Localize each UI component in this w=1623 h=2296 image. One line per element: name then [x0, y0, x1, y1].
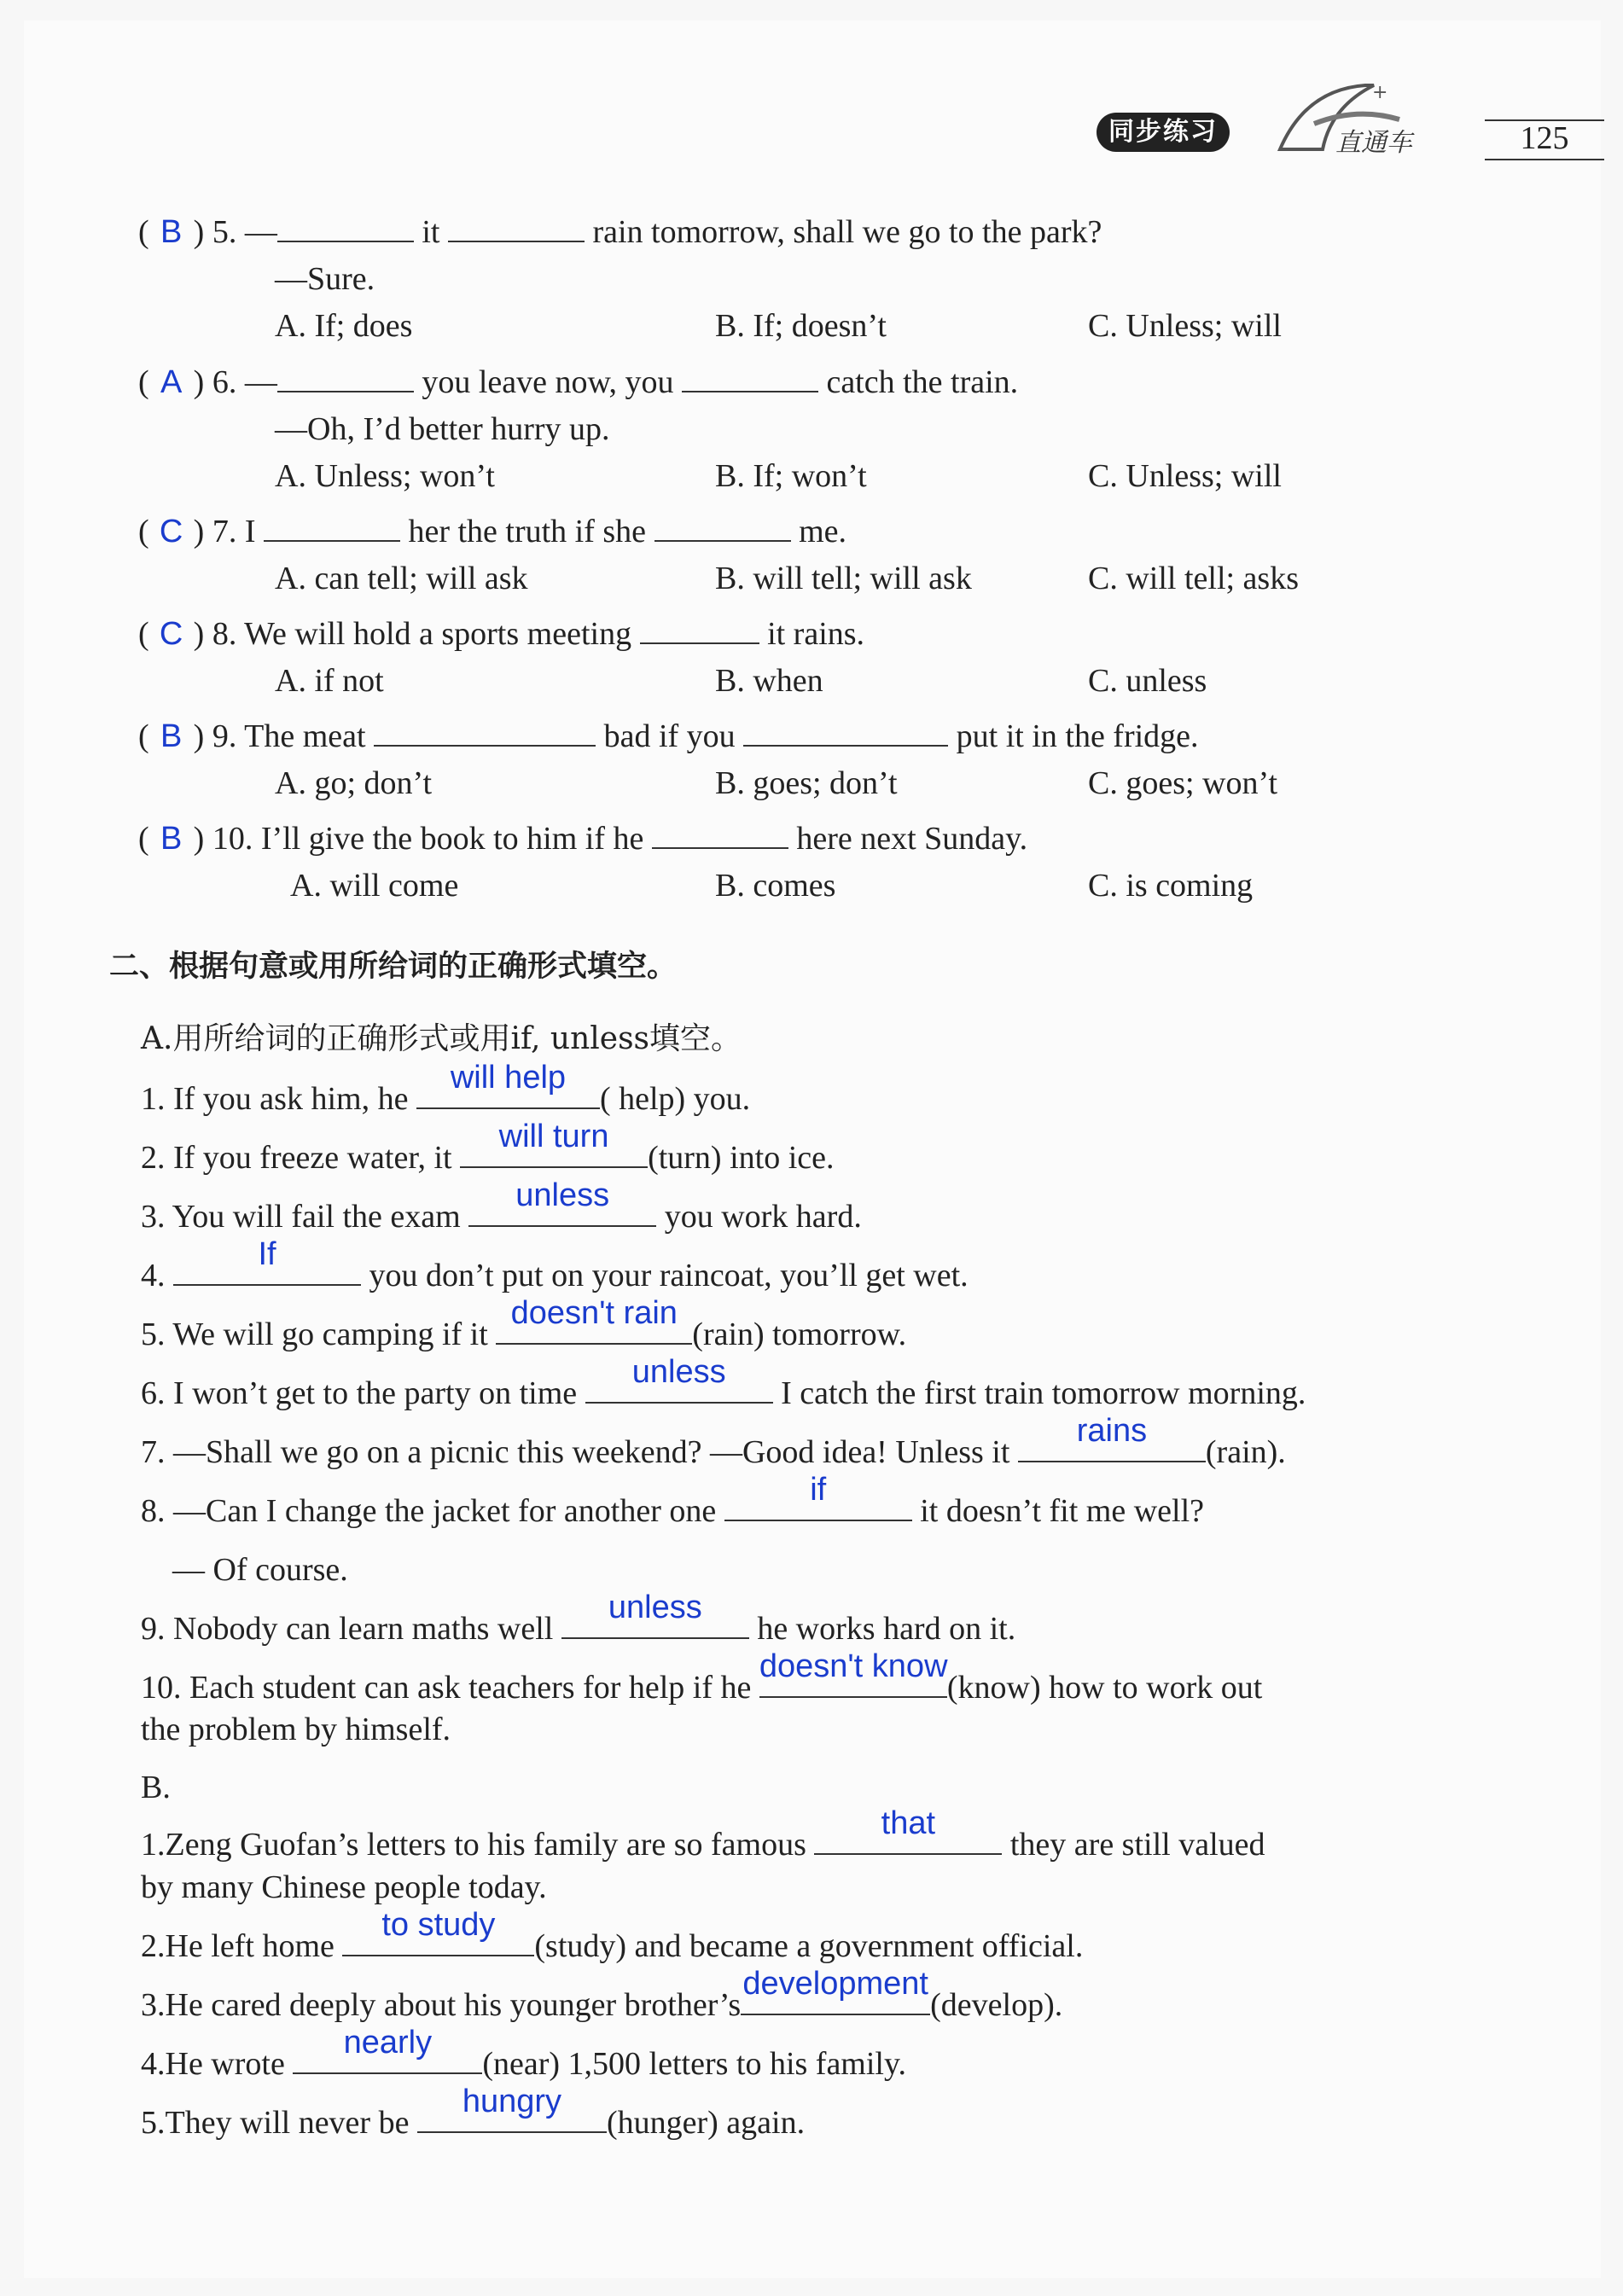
fill-answer: if	[810, 1472, 827, 1508]
option-c: C. will tell; asks	[1088, 561, 1299, 596]
logo-text: 直通车	[1335, 128, 1412, 158]
mc-question-9: ( B ) 9. The meat bad if you put it in the fridge.	[138, 715, 1199, 758]
option-a: A. go; don’t	[275, 765, 433, 801]
part-b-title: B.	[141, 1770, 171, 1805]
option-c: C. Unless; will	[1088, 308, 1282, 344]
fill-item-1: 1. If you ask him, he will help ( help) you.	[141, 1078, 750, 1120]
fill-item-7: 7. —Shall we go on a picnic this weekend? —Good idea! Unless it rains (rain).	[141, 1431, 1286, 1474]
fill-item-8-reply: — Of course.	[172, 1552, 348, 1588]
option-b: B. comes	[715, 868, 836, 904]
fill-item-5: 5. We will go camping if it doesn't rain (rain) tomorrow.	[141, 1313, 906, 1356]
option-a: A. will come	[290, 868, 459, 904]
option-b: B. If; doesn’t	[715, 308, 887, 344]
a-plus-logo	[1271, 73, 1442, 166]
mc-question-5: ( B ) 5. — it rain tomorrow, shall we go to the park?	[138, 211, 1102, 253]
mc-answer-5: B	[160, 214, 183, 250]
mc-dialog-5: —Sure.	[275, 261, 375, 297]
option-b: B. when	[715, 663, 823, 699]
option-b: B. If; won’t	[715, 458, 867, 494]
mc-answer-7: C	[159, 514, 183, 549]
mc-question-7: ( C ) 7. I her the truth if she me.	[138, 510, 846, 553]
sync-practice-badge: 同步练习	[1097, 113, 1230, 152]
b-item-3: 3.He cared deeply about his younger brother’s development (develop).	[141, 1984, 1062, 2026]
mc-question-6: ( A ) 6. — you leave now, you catch the train.	[138, 361, 1018, 404]
b-item-1-cont: by many Chinese people today.	[141, 1869, 547, 1905]
mc-question-8: ( C ) 8. We will hold a sports meeting it rains.	[138, 613, 864, 655]
option-c: C. is coming	[1088, 868, 1254, 904]
fill-item-10: 10. Each student can ask teachers for help if he doesn't know (know) how to work out	[141, 1666, 1262, 1709]
blank	[743, 716, 948, 747]
b-item-4: 4.He wrote nearly (near) 1,500 letters to his family.	[141, 2043, 906, 2085]
fill-answer: unless	[631, 1354, 726, 1390]
blank	[652, 818, 788, 849]
fill-answer: unless	[515, 1177, 610, 1213]
mc-answer-10: B	[160, 821, 183, 857]
mc-answer-8: C	[159, 616, 183, 652]
b-item-1: 1.Zeng Guofan’s letters to his family are so famous that they are still valued	[141, 1823, 1265, 1866]
fill-answer: hungry	[462, 2084, 562, 2119]
mc-question-10: ( B ) 10. I’ll give the book to him if he here next Sunday.	[138, 817, 1027, 860]
option-a: A. can tell; will ask	[275, 561, 528, 596]
fill-answer: to study	[381, 1907, 496, 1943]
option-a: A. If; does	[275, 308, 413, 344]
fill-item-3: 3. You will fail the exam unless you work hard.	[141, 1195, 862, 1238]
option-c: C. unless	[1088, 663, 1207, 699]
fill-answer: doesn't know	[759, 1648, 948, 1684]
section-2-title: 二、根据句意或用所给词的正确形式填空。	[109, 950, 678, 984]
blank	[640, 613, 759, 644]
option-c: C. Unless; will	[1088, 458, 1282, 494]
blank	[448, 212, 585, 242]
fill-item-10-cont: the problem by himself.	[141, 1712, 451, 1747]
fill-item-6: 6. I won’t get to the party on time unless I catch the first train tomorrow morning.	[141, 1372, 1306, 1415]
blank	[277, 212, 414, 242]
fill-answer: doesn't rain	[510, 1295, 678, 1331]
option-b: B. will tell; will ask	[715, 561, 972, 596]
svg-text:+: +	[1372, 82, 1388, 103]
option-c: C. goes; won’t	[1088, 765, 1278, 801]
fill-item-4: 4. If you don’t put on your raincoat, you’ll get wet.	[141, 1254, 969, 1297]
fill-item-9: 9. Nobody can learn maths well unless he works hard on it.	[141, 1607, 1015, 1650]
fill-item-2: 2. If you freeze water, it will turn (turn) into ice.	[141, 1136, 835, 1179]
mc-answer-9: B	[160, 718, 183, 754]
fill-answer: unless	[608, 1590, 702, 1625]
blank	[374, 716, 596, 747]
fill-answer: will turn	[498, 1119, 609, 1154]
fill-answer: will help	[450, 1060, 567, 1096]
fill-answer: development	[742, 1966, 928, 2002]
option-a: A. if not	[275, 663, 384, 699]
fill-item-8: 8. —Can I change the jacket for another one if it doesn’t fit me well?	[141, 1490, 1204, 1532]
fill-answer: nearly	[343, 2025, 433, 2061]
mc-dialog-6: —Oh, I’d better hurry up.	[275, 411, 610, 447]
blank	[654, 511, 791, 542]
fill-answer: rains	[1076, 1413, 1148, 1449]
b-item-2: 2.He left home to study (study) and became a government official.	[141, 1925, 1083, 1968]
blank	[277, 362, 414, 392]
fill-answer: If	[258, 1236, 276, 1272]
mc-answer-6: A	[160, 364, 183, 400]
blank	[682, 362, 818, 392]
fill-answer: that	[881, 1805, 936, 1841]
part-a-title: A.用所给词的正确形式或用if, unless填空。	[141, 1021, 742, 1056]
b-item-5: 5.They will never be hungry (hunger) again.	[141, 2101, 805, 2144]
blank	[264, 511, 400, 542]
option-a: A. Unless; won’t	[275, 458, 495, 494]
option-b: B. goes; don’t	[715, 765, 898, 801]
page-number: 125	[1485, 119, 1604, 160]
